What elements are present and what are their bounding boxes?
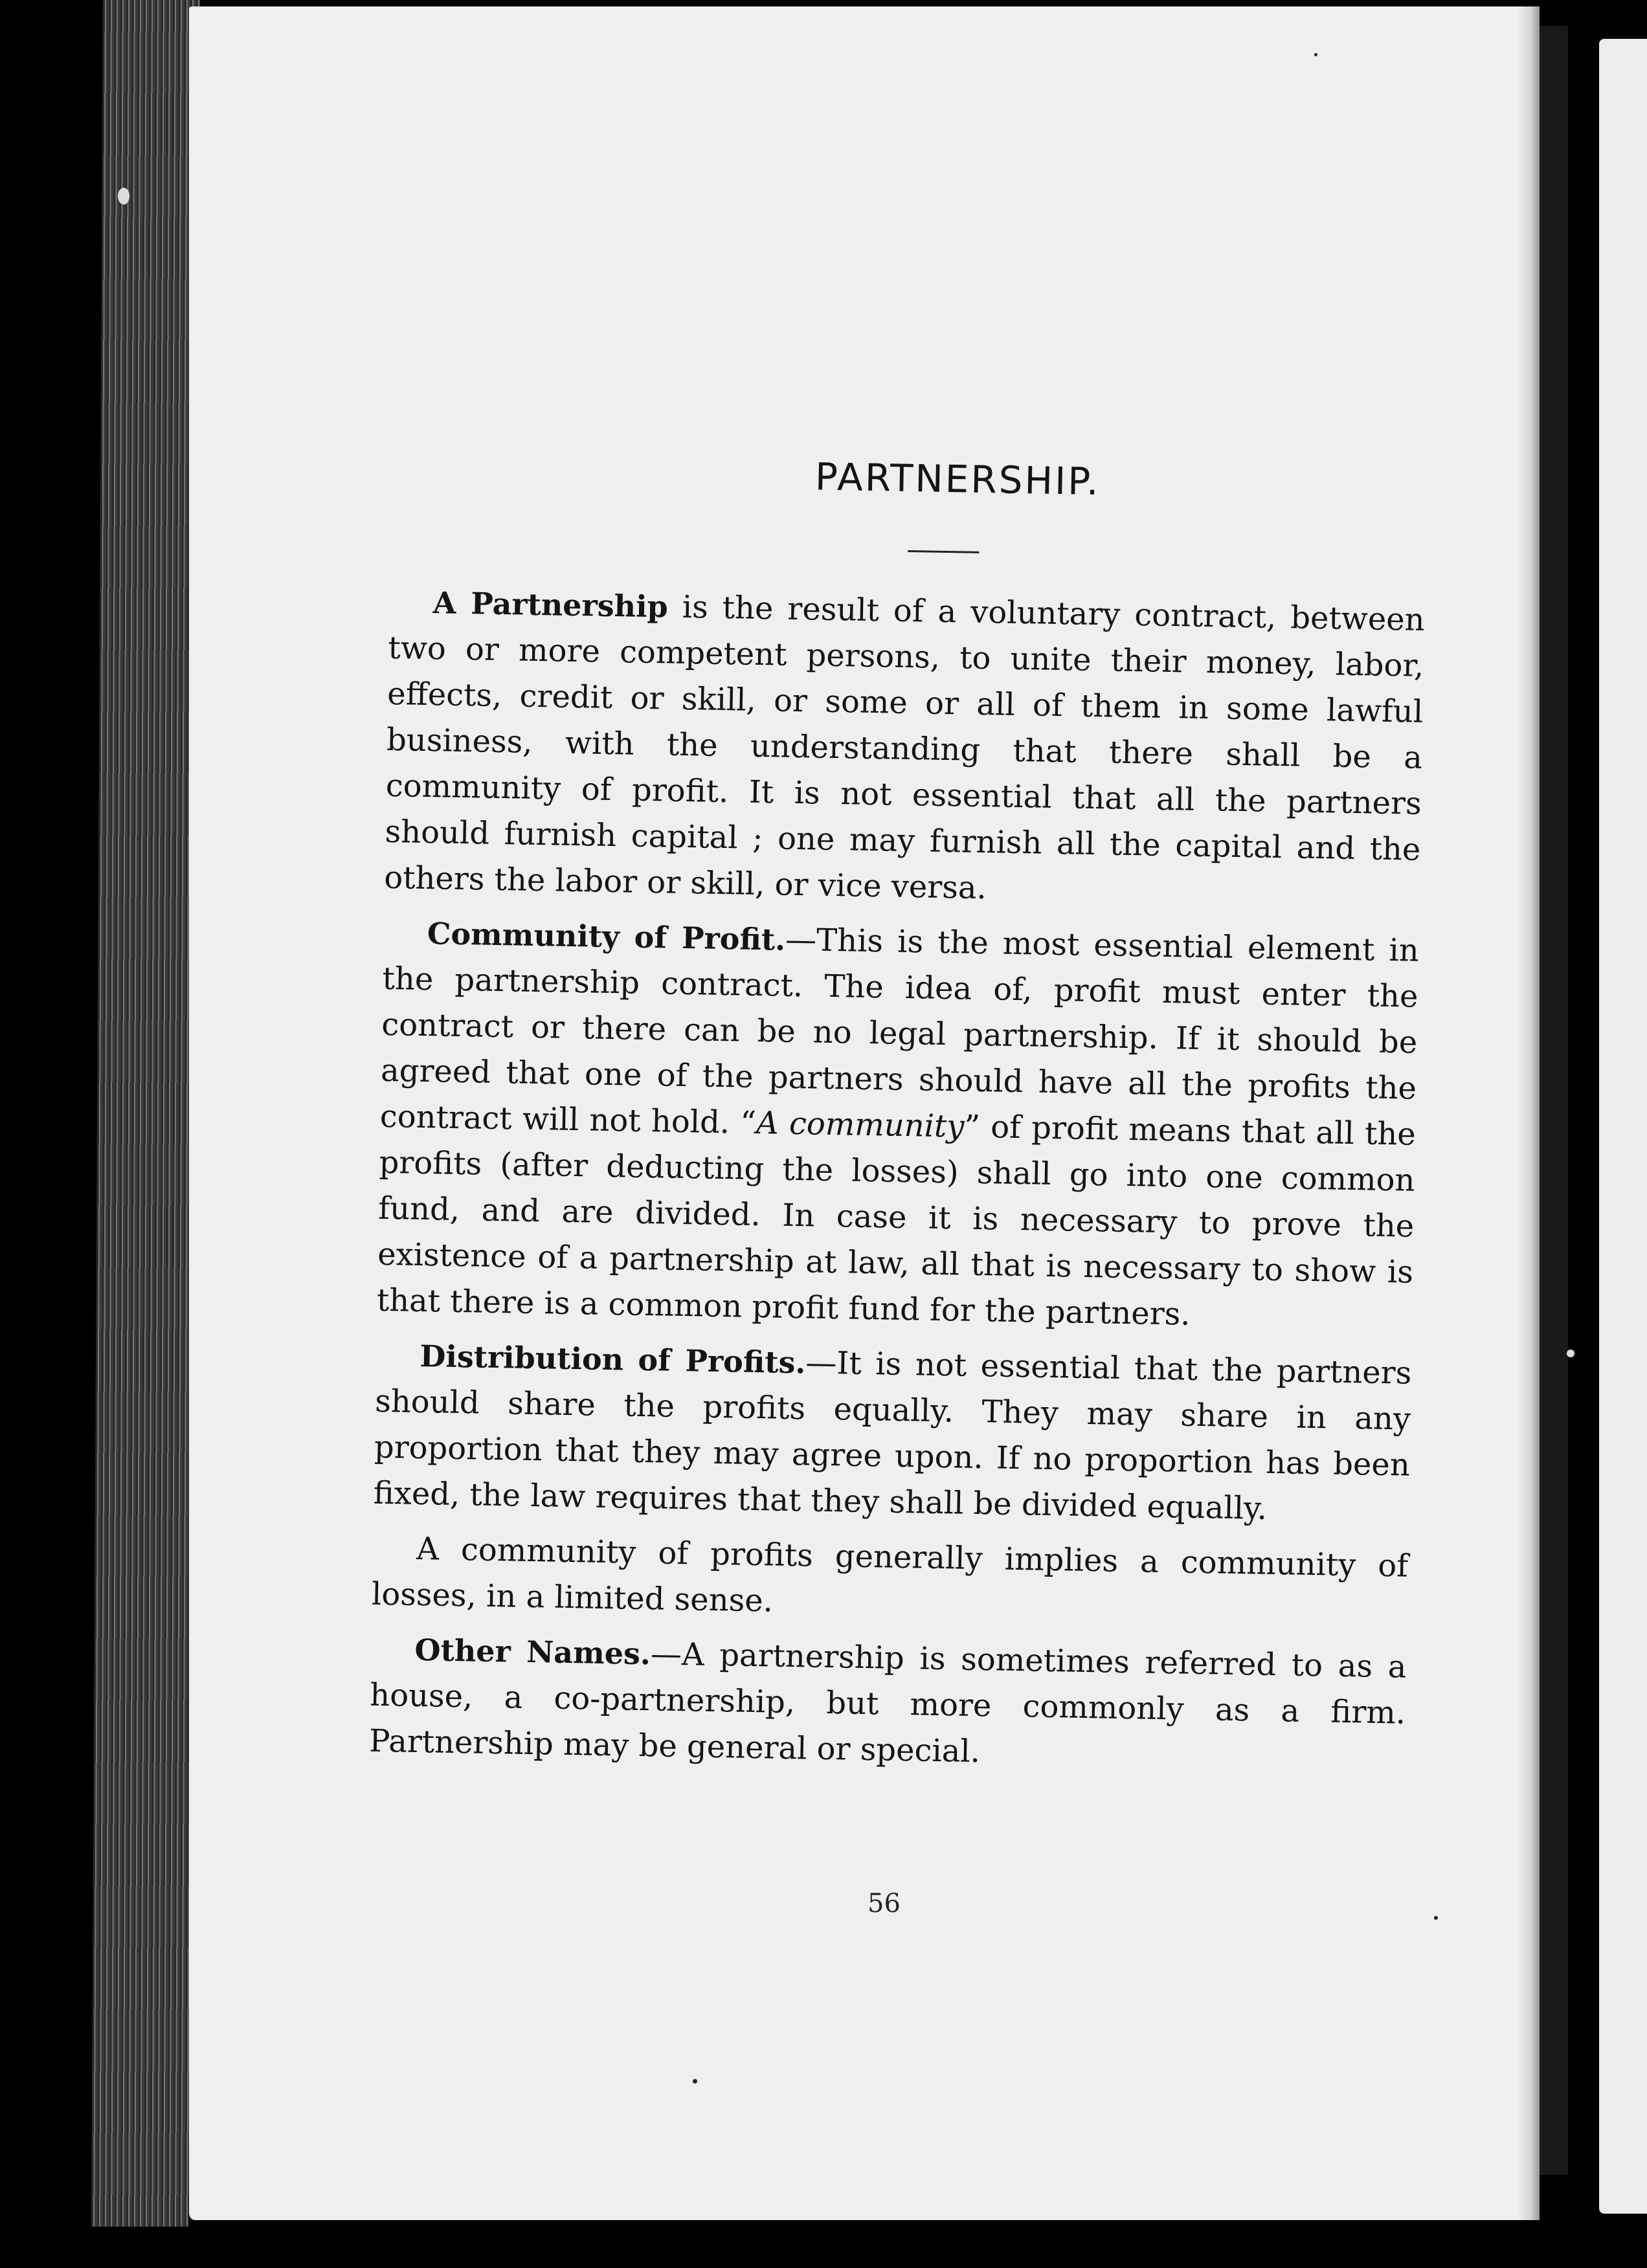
paragraph-community-of-losses — [371, 1526, 1408, 1636]
scan-speck — [1567, 1350, 1574, 1357]
paragraph-community-of-profit — [376, 910, 1419, 1342]
paragraph-text: is the result of a voluntary contract, between two or more competent persons, to unite their money, labor, effects, credit or skill, or some or all of them in some lawful business, with the understanding that there shall be a community of profit. It is not essential that all the partners should furnish capital ; one may furnish all the capital and the others the labor or skill, or vice versa. — [383, 588, 1426, 907]
paragraph-text: —A partnership is sometimes referred to as a house, a co-partnership, but more commonly as a firm. Partnership may be general or special. — [368, 1636, 1407, 1770]
paragraph-distribution-of-profits — [373, 1333, 1412, 1535]
title-rule — [908, 550, 979, 553]
page-number: 56 — [868, 1889, 901, 1918]
scan-speck — [1434, 1916, 1438, 1920]
scan-speck — [118, 188, 129, 205]
paragraph-lead: Other Names. — [414, 1632, 651, 1672]
paragraph-text: A community of profits generally implies a community of losses, in a limited sense. — [371, 1530, 1409, 1619]
paragraph-text: —This is the most essential element in the partnership contract. The idea of, profit must enter the contract or there can be no legal partnership. If it should be agreed that one of the partners should have all the profits the contract will not hold. “ — [379, 921, 1420, 1141]
page-text-block — [368, 447, 1427, 1783]
paragraph-a-partnership — [384, 579, 1425, 919]
scan-speck — [1314, 53, 1317, 56]
book-gutter-shadow — [1540, 26, 1568, 2175]
paragraph-other-names — [368, 1627, 1406, 1783]
scan-speck — [693, 2079, 697, 2084]
paragraph-emphasis: A community — [756, 1104, 965, 1145]
paragraph-lead: Distribution of Profits. — [420, 1338, 806, 1381]
adjacent-page-edge — [1599, 39, 1647, 2214]
paragraph-text-continued: ” of profit means that all the profits (after deducting the losses) shall go into one common fund, and are divided. In case it is necessary to prove the existence of a partnership at law, all that is necessary to show is that there is a common profit fund for the partners. — [376, 1108, 1417, 1333]
paragraph-lead: Community of Profit. — [427, 916, 786, 957]
book-page-edges — [91, 0, 200, 2227]
page-title: PARTNERSHIP. — [814, 454, 1101, 504]
page-fold-shadow — [1518, 6, 1540, 2220]
paragraph-text: —It is not essential that the partners should share the profits equally. They may share in any proportion that they may agree upon. If no proportion has been fixed, the law requires that they shall be divided equally. — [373, 1344, 1412, 1527]
paragraph-lead: A Partnership — [432, 585, 669, 625]
